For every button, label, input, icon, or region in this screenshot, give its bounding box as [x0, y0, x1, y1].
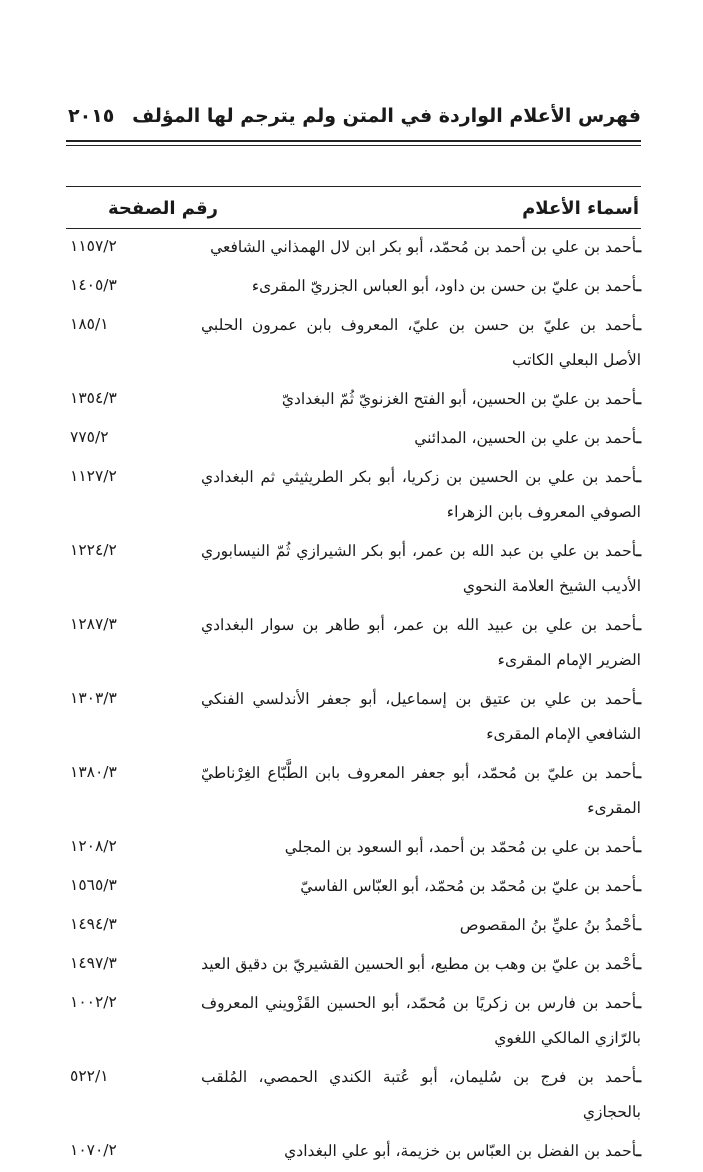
index-entries — [70, 229, 641, 1172]
entry-name: أحْمدُ بنُ عليِّ بنُ المقصوص — [459, 916, 637, 934]
index-entry: ـأحمد بن عليّ بن الحسين، أبو الفتح الغزنويّ ثُمّ البغداديّ ١٣٥٤/٣ — [70, 381, 641, 417]
index-entry: ـأحمد بن علي بن عتيق بن إسماعيل، أبو جعفر الأندلسي الفنكي الشافعي الإمام المقرىء ١٣٠٣/٣ — [70, 681, 641, 752]
entry-name: أحمد بن الفضل بن العبّاس بن خزيمة، أبو علي البغدادي — [284, 1142, 637, 1160]
entry-name: أحمد بن علي بن عبيد الله بن عمر، أبو طاهر بن سوار البغدادي الضرير الإمام المقرىء — [201, 616, 641, 669]
entry-page-ref: ١٢٨٧/٣ — [70, 615, 117, 633]
index-entry: ـأحمد بن الفضل بن العبّاس بن خزيمة، أبو علي البغدادي ١٠٧٠/٢ — [70, 1133, 641, 1169]
entry-name: أحمد بن عليّ بن مُحمّد، أبو جعفر المعروف بابن الطَّبّاع الغِرْناطيّ المقرىء — [201, 764, 641, 817]
index-entry: ـأحمد بن علي بن الحسين، المدائني ٧٧٥/٢ — [70, 420, 641, 456]
entry-name: أحمد بن علي بن الحسين، المدائني — [414, 429, 637, 447]
entry-page-ref: ١٨٥/١ — [70, 315, 109, 333]
entry-name: أحمد بن عليّ بن الحسين، أبو الفتح الغزنويّ ثُمّ البغداديّ — [281, 390, 637, 408]
entry-name: أحمد بن عليّ بن مُحمّد بن مُحمّد، أبو العبّاس الفاسيّ — [300, 877, 637, 895]
index-entry: ـأحمد بن علي بن أحمد بن مُحمّد، أبو بكر ابن لال الهمذاني الشافعي ١١٥٧/٢ — [70, 229, 641, 265]
index-entry: ـأحمد بن علي بن عبد الله بن عمر، أبو بكر الشيرازي ثُمّ النيسابوري الأديب الشيخ العلامة النحوي ١٢٢٤/٢ — [70, 533, 641, 604]
entry-page-ref: ١٣٨٠/٣ — [70, 763, 117, 781]
entry-name: أحمد بن علي بن أحمد بن مُحمّد، أبو بكر ابن لال الهمذاني الشافعي — [210, 238, 637, 256]
index-entry: ـأحمد بن عليّ بن حسن بن داود، أبو العباس الجزريّ المقرىء ١٤٠٥/٣ — [70, 268, 641, 304]
index-entry: ـأحمد بن علي بن الحسين بن زكريا، أبو بكر الطريثيثي ثم البغدادي الصوفي المعروف بابن الزهراء ١١٢٧/٢ — [70, 459, 641, 530]
running-header — [68, 100, 641, 132]
entry-name: أحمد بن علي بن مُحمّد بن أحمد، أبو السعود بن المجلي — [284, 838, 637, 856]
table-header — [108, 190, 639, 226]
entry-page-ref: ٧٧٥/٢ — [70, 428, 109, 446]
index-entry: ـأحمد بن علي بن مُحمّد بن أحمد، أبو السعود بن المجلي ١٢٠٨/٢ — [70, 829, 641, 865]
entry-page-ref: ١٠٠٢/٢ — [70, 993, 117, 1011]
index-entry: ـأحمد بن عليّ بن حسن بن عليّ، المعروف بابن عمرون الحلبي الأصل البعلي الكاتب ١٨٥/١ — [70, 307, 641, 378]
index-entry: ـأحْمد بن عليّ بن وهب بن مطيع، أبو الحسين القشيريّ بن دقيق العيد ١٤٩٧/٣ — [70, 946, 641, 982]
entry-page-ref: ١٢٠٨/٢ — [70, 837, 117, 855]
entry-name: أحْمد بن عليّ بن وهب بن مطيع، أبو الحسين القشيريّ بن دقيق العيد — [201, 955, 637, 973]
entry-name: أحمد بن عليّ بن حسن بن عليّ، المعروف بابن عمرون الحلبي الأصل البعلي الكاتب — [201, 316, 641, 369]
entry-page-ref: ١٢٢٤/٢ — [70, 541, 117, 559]
page-number: ٢٠١٥ — [68, 105, 115, 127]
entry-name: أحمد بن علي بن عبد الله بن عمر، أبو بكر الشيرازي ثُمّ النيسابوري الأديب الشيخ العلامة النحوي — [201, 542, 641, 595]
entry-page-ref: ١٤٩٧/٣ — [70, 954, 117, 972]
entry-page-ref: ١٤٩٤/٣ — [70, 915, 117, 933]
table-top-rule — [66, 186, 641, 187]
running-title: فهرس الأعلام الواردة في المتن ولم يترجم لها المؤلف — [132, 105, 641, 127]
entry-page-ref: ١٣٥٤/٣ — [70, 389, 117, 407]
index-entry: ـأحمد بن فارس بن زكريًا بن مُحمّد، أبو الحسين القَزْويني المعروف بالرّازي المالكي اللغوي ١٠٠٢/٢ — [70, 985, 641, 1056]
entry-name: أحمد بن فرج بن سُليمان، أبو عُتبة الكندي الحمصي، المُلقب بالحجازي — [201, 1068, 641, 1121]
entry-page-ref: ١٤٠٥/٣ — [70, 276, 117, 294]
entry-page-ref: ١١٥٧/٢ — [70, 237, 117, 255]
header-double-rule — [66, 140, 641, 146]
index-entry: ـأحمد بن فرج بن سُليمان، أبو عُتبة الكندي الحمصي، المُلقب بالحجازي ٥٢٢/١ — [70, 1059, 641, 1130]
index-entry: ـأحمد بن علي بن عبيد الله بن عمر، أبو طاهر بن سوار البغدادي الضرير الإمام المقرىء ١٢٨٧/٣ — [70, 607, 641, 678]
entry-name: أحمد بن عليّ بن حسن بن داود، أبو العباس الجزريّ المقرىء — [251, 277, 637, 295]
index-entry: ـأحمد بن عليّ بن مُحمّد بن مُحمّد، أبو العبّاس الفاسيّ ١٥٦٥/٣ — [70, 868, 641, 904]
entry-name: أحمد بن علي بن الحسين بن زكريا، أبو بكر الطريثيثي ثم البغدادي الصوفي المعروف بابن الزهراء — [201, 468, 641, 521]
index-entry: ـأحْمدُ بنُ عليِّ بنُ المقصوص ١٤٩٤/٣ — [70, 907, 641, 943]
entry-page-ref: ١٠٧٠/٢ — [70, 1141, 117, 1159]
entry-name: أحمد بن علي بن عتيق بن إسماعيل، أبو جعفر الأندلسي الفنكي الشافعي الإمام المقرىء — [201, 690, 641, 743]
entry-page-ref: ١١٢٧/٢ — [70, 467, 117, 485]
entry-page-ref: ١٥٦٥/٣ — [70, 876, 117, 894]
entry-page-ref: ٥٢٢/١ — [70, 1067, 109, 1085]
column-header-names: أسماء الأعلام — [522, 197, 639, 219]
index-entry: ـأحمد بن عليّ بن مُحمّد، أبو جعفر المعروف بابن الطَّبّاع الغِرْناطيّ المقرىء ١٣٨٠/٣ — [70, 755, 641, 826]
entry-page-ref: ١٣٠٣/٣ — [70, 689, 117, 707]
entry-name: أحمد بن فارس بن زكريًا بن مُحمّد، أبو الحسين القَزْويني المعروف بالرّازي المالكي اللغوي — [201, 994, 641, 1047]
column-header-page: رقم الصفحة — [108, 197, 219, 219]
